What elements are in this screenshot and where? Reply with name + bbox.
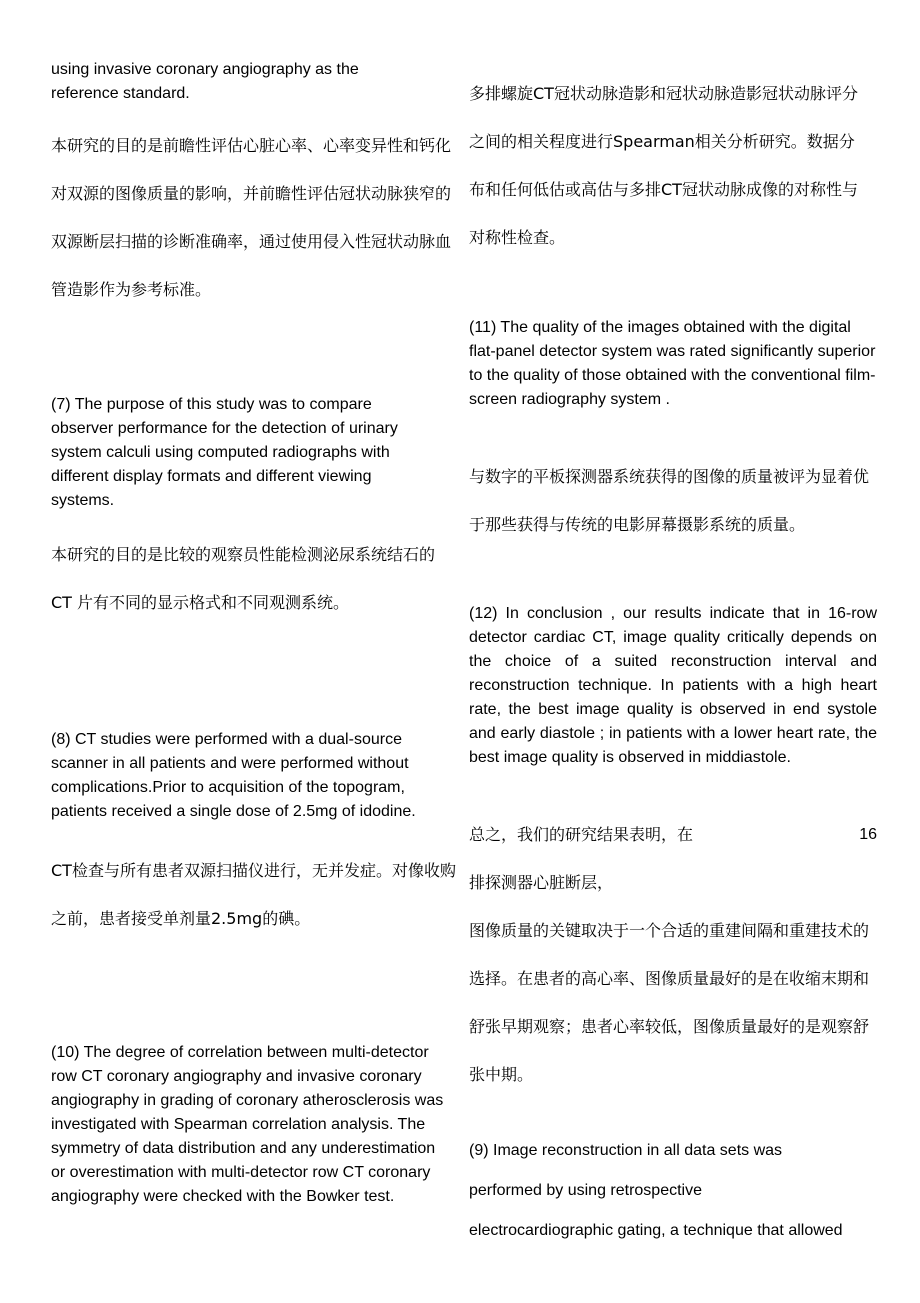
paragraph-9-line-3: electrocardiographic gating, a technique that allowed — [469, 1222, 843, 1239]
paragraph-12-chinese-lead: 总之，我们的研究结果表明，在 — [469, 825, 694, 844]
paragraph-10-english: (10) The degree of correlation between multi-detector row CT coronary angiography and invasive coronary angiography in grading of coronary atherosclerosis was investigated with Spearman correlation analysis. The symmetry of data distribution and any underestimation or overestimation with multi-detector row CT coronary angiography were checked with the Bowker test. — [51, 1044, 444, 1205]
paragraph-12-chinese-first-line — [469, 823, 877, 847]
paragraph-12-english: (12) In conclusion , our results indicate that in 16-row detector cardiac CT, image quality critically depends on the choice of a suited reconstruction interval and reconstruction technique. In patients with a high heart rate, the best image quality is observed in end systole and early diastole ; in patients with a lower heart rate, the best image quality is observed in middiastole. — [469, 605, 877, 766]
intro-chinese-text: 本研究的目的是前瞻性评估心脏心率、心率变异性和钙化对双源的图像质量的影响，并前瞻性评估冠状动脉狭窄的双源断层扫描的诊断准确率，通过使用侵入性冠状动脉血管造影作为参考标准。 — [51, 136, 452, 299]
paragraph-8-chinese: CT检查与所有患者双源扫描仪进行，无并发症。对像收购之前，患者接受单剂量2.5mg的碘。 — [51, 861, 456, 928]
paragraph-11-english: (11) The quality of the images obtained with the digital flat-panel detector system was rated significantly superior to the quality of those obtained with the conventional film-screen radiography system . — [469, 319, 876, 408]
paragraph-7-chinese: 本研究的目的是比较的观察员性能检测泌尿系统结石的 CT 片有不同的显示格式和不同观测系统。 — [51, 545, 436, 612]
paragraph-9-line-1: (9) Image reconstruction in all data sets was — [469, 1142, 783, 1159]
intro-english-text: using invasive coronary angiography as the reference standard. — [51, 61, 359, 102]
paragraph-12-chinese-second-line: 排探测器心脏断层， — [469, 873, 614, 892]
paragraph-12-chinese-body: 图像质量的关键取决于一个合适的重建间隔和重建技术的选择。在患者的高心率、图像质量最好的是在收缩末期和舒张早期观察；患者心率较低，图像质量最好的是观察舒张中期。 — [469, 921, 870, 1084]
paragraph-9-line-2: performed by using retrospective — [469, 1182, 702, 1199]
paragraph-12-chinese-number: 16 — [859, 826, 877, 843]
paragraph-10-chinese: 多排螺旋CT冠状动脉造影和冠状动脉造影冠状动脉评分之间的相关程度进行Spearman相关分析研究。数据分布和任何低估或高估与多排CT冠状动脉成像的对称性与对称性检查。 — [469, 84, 858, 247]
paragraph-11-chinese: 与数字的平板探测器系统获得的图像的质量被评为显着优于那些获得与传统的电影屏幕摄影系统的质量。 — [469, 467, 870, 534]
paragraph-7-english: (7) The purpose of this study was to compare observer performance for the detection of urinary system calculi using computed radiographs with different display formats and different viewing systems. — [51, 396, 398, 509]
paragraph-8-english: (8) CT studies were performed with a dual-source scanner in all patients and were performed without complications.Prior to acquisition of the topogram, patients received a single dose of 2.5mg of idodine. — [51, 731, 416, 820]
